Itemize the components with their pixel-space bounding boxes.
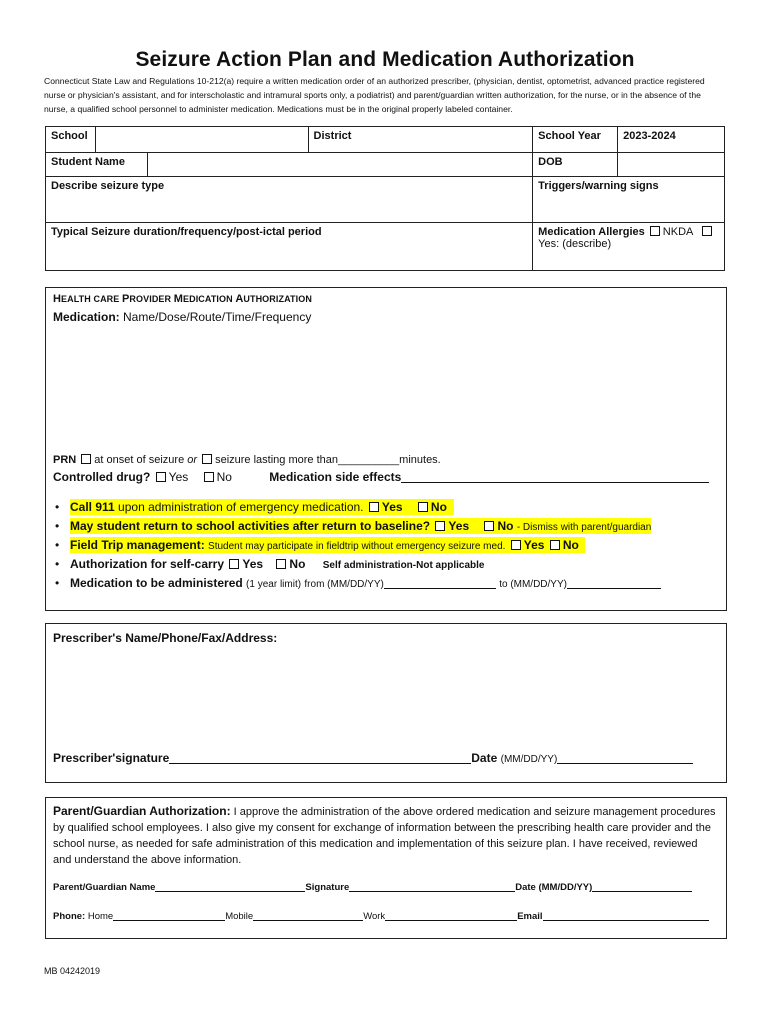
administer-label: Medication to be administered bbox=[70, 576, 243, 590]
return-dismiss-text: - Dismiss with parent/guardian bbox=[516, 522, 652, 533]
field-trip-yes-label: Yes bbox=[523, 538, 545, 552]
prn-onset-label: at onset of seizure bbox=[94, 454, 185, 466]
parent-name-line bbox=[53, 880, 692, 893]
page-title: Seizure Action Plan and Medication Authorization bbox=[135, 48, 635, 71]
parent-name-field[interactable] bbox=[155, 880, 305, 892]
administer-to-field[interactable] bbox=[567, 577, 661, 589]
prescriber-signature-label: Prescriber'signature bbox=[53, 751, 170, 765]
home-label: Home bbox=[87, 911, 114, 922]
email-label: Email bbox=[517, 911, 543, 922]
parent-signature-field[interactable] bbox=[349, 880, 515, 892]
return-yes-label: Yes bbox=[448, 519, 470, 533]
prn-lasting-label: seizure lasting more than__________minutes. bbox=[215, 454, 441, 466]
prescriber-date-label: Date bbox=[471, 751, 498, 765]
self-carry-label: Authorization for self-carry bbox=[70, 557, 225, 571]
call911-label: Call 911 bbox=[70, 500, 115, 514]
allergies-yes-label: Yes: (describe) bbox=[538, 238, 612, 250]
controlled-no-label: No bbox=[216, 470, 232, 484]
list-item: • Authorization for self-carry Yes No Self administration-Not applicable bbox=[55, 557, 485, 571]
medication-detail: Name/Dose/Route/Time/Frequency bbox=[123, 310, 312, 324]
medication-label: Medication: bbox=[53, 310, 120, 324]
self-carry-yes-checkbox[interactable] bbox=[229, 559, 239, 569]
call911-yes-checkbox[interactable] bbox=[369, 502, 379, 512]
self-carry-no-checkbox[interactable] bbox=[276, 559, 286, 569]
student-name-label: Student Name bbox=[46, 153, 148, 177]
school-field[interactable] bbox=[95, 127, 308, 153]
call911-no-checkbox[interactable] bbox=[418, 502, 428, 512]
administer-from-label: from (MM/DD/YY) bbox=[304, 579, 384, 590]
school-year-value: 2023-2024 bbox=[618, 127, 725, 153]
self-carry-yes-label: Yes bbox=[242, 557, 264, 571]
side-effects-label: Medication side effects bbox=[269, 470, 402, 484]
call911-text: upon administration of emergency medication. bbox=[118, 500, 364, 514]
return-no-checkbox[interactable] bbox=[484, 521, 494, 531]
dob-label: DOB bbox=[533, 153, 618, 177]
self-carry-no-label: No bbox=[289, 557, 306, 571]
dob-field[interactable] bbox=[618, 153, 725, 177]
controlled-yes-label: Yes bbox=[168, 470, 189, 484]
allergies-label: Medication Allergies bbox=[538, 226, 645, 238]
list-item: • Field Trip management: Student may participate in fieldtrip without emergency seizure med. Yes No bbox=[70, 536, 661, 555]
school-year-label: School Year bbox=[533, 127, 618, 153]
authorization-list bbox=[55, 498, 661, 593]
medication-line[interactable] bbox=[53, 310, 311, 324]
work-label: Work bbox=[363, 911, 386, 922]
mobile-label: Mobile bbox=[225, 911, 254, 922]
seizure-type-label[interactable]: Describe seizure type bbox=[46, 177, 533, 223]
administer-to-label: to (MM/DD/YY) bbox=[499, 579, 567, 590]
list-item: • Medication to be administered (1 year limit) from (MM/DD/YY) to (MM/DD/YY) bbox=[70, 574, 661, 593]
field-trip-text: Student may participate in fieldtrip without emergency seizure med. bbox=[208, 541, 506, 552]
administer-limit: (1 year limit) bbox=[246, 579, 302, 590]
parent-date-field[interactable] bbox=[592, 880, 692, 892]
prn-or: or bbox=[187, 454, 198, 466]
home-phone-field[interactable] bbox=[113, 909, 225, 921]
field-trip-label: Field Trip management: bbox=[70, 538, 205, 552]
district-label: District bbox=[308, 127, 533, 153]
nkda-label: NKDA bbox=[662, 226, 693, 238]
prescriber-date-format: (MM/DD/YY) bbox=[500, 754, 558, 765]
parent-name-label: Parent/Guardian Name bbox=[53, 882, 156, 893]
return-yes-checkbox[interactable] bbox=[435, 521, 445, 531]
prescriber-name-label[interactable]: Prescriber's Name/Phone/Fax/Address: bbox=[53, 631, 278, 645]
call911-yes-label: Yes bbox=[381, 500, 403, 514]
call911-no-label: No bbox=[430, 500, 447, 514]
return-baseline-label: May student return to school activities after return to baseline? bbox=[70, 519, 431, 533]
work-phone-field[interactable] bbox=[385, 909, 517, 921]
prn-label: PRN bbox=[53, 454, 77, 466]
list-item: • Call 911 upon administration of emergency medication. Yes No bbox=[70, 498, 661, 517]
prn-lasting-checkbox[interactable] bbox=[202, 454, 212, 464]
prescriber-date-field[interactable] bbox=[557, 752, 693, 764]
prescriber-signature-line bbox=[53, 751, 693, 765]
return-no-label: No bbox=[497, 519, 514, 533]
field-trip-no-checkbox[interactable] bbox=[550, 540, 560, 550]
field-trip-no-label: No bbox=[562, 538, 579, 552]
controlled-drug-line bbox=[53, 470, 709, 484]
prescriber-signature-field[interactable] bbox=[169, 752, 471, 764]
side-effects-field[interactable] bbox=[401, 471, 709, 483]
phone-label: Phone: bbox=[53, 911, 86, 922]
seizure-duration-label[interactable]: Typical Seizure duration/frequency/post-ictal period bbox=[46, 223, 533, 271]
controlled-label: Controlled drug? bbox=[53, 470, 151, 484]
self-admin-na-label: Self administration-Not applicable bbox=[322, 560, 485, 571]
administer-from-field[interactable] bbox=[384, 577, 496, 589]
allergies-cell bbox=[533, 223, 725, 271]
prn-line bbox=[53, 454, 441, 466]
allergies-yes-checkbox[interactable] bbox=[702, 226, 712, 236]
nkda-checkbox[interactable] bbox=[650, 226, 660, 236]
parent-signature-label: Signature bbox=[305, 882, 350, 893]
prn-onset-checkbox[interactable] bbox=[81, 454, 91, 464]
email-field[interactable] bbox=[543, 909, 709, 921]
field-trip-yes-checkbox[interactable] bbox=[511, 540, 521, 550]
list-item: • May student return to school activities after return to baseline? Yes No - Dismiss with parent/guardian bbox=[55, 519, 652, 533]
parent-date-label: Date (MM/DD/YY) bbox=[515, 882, 593, 893]
controlled-no-checkbox[interactable] bbox=[204, 472, 214, 482]
intro-text: Connecticut State Law and Regulations 10-212(a) require a written medication order of an authorized prescriber, (physician, dentist, optometrist, advanced practice registered nurse or physician's assistant, and for interscholastic and intramural sports only, a podiatrist) and parent/guardian written authorization, for the nurse, or in the absence of the nurse, a qualified school personnel to administer medication. Medications must be in the original properly labeled container. bbox=[44, 76, 705, 114]
parent-auth-text: I approve the administration of the above ordered medication and seizure management procedures by qualified school employees. I also give my consent for exchange of information between the prescribing health care provider and the school nurse, as needed for safe administration of this medication and implementation of this seizure plan. I have received, reviewed and understand the above information. bbox=[53, 806, 716, 866]
student-info-table bbox=[45, 126, 725, 271]
triggers-label[interactable]: Triggers/warning signs bbox=[533, 177, 725, 223]
mobile-phone-field[interactable] bbox=[253, 909, 363, 921]
parent-phone-line bbox=[53, 909, 709, 922]
school-label: School bbox=[46, 127, 96, 153]
controlled-yes-checkbox[interactable] bbox=[156, 472, 166, 482]
hcp-heading: HEALTH CARE PROVIDER MEDICATION AUTHORIZATION bbox=[53, 293, 312, 305]
student-name-field[interactable] bbox=[147, 153, 532, 177]
parent-auth-label: Parent/Guardian Authorization: bbox=[53, 804, 231, 818]
parent-authorization bbox=[53, 803, 717, 868]
footer-code: MB 04242019 bbox=[44, 966, 101, 976]
